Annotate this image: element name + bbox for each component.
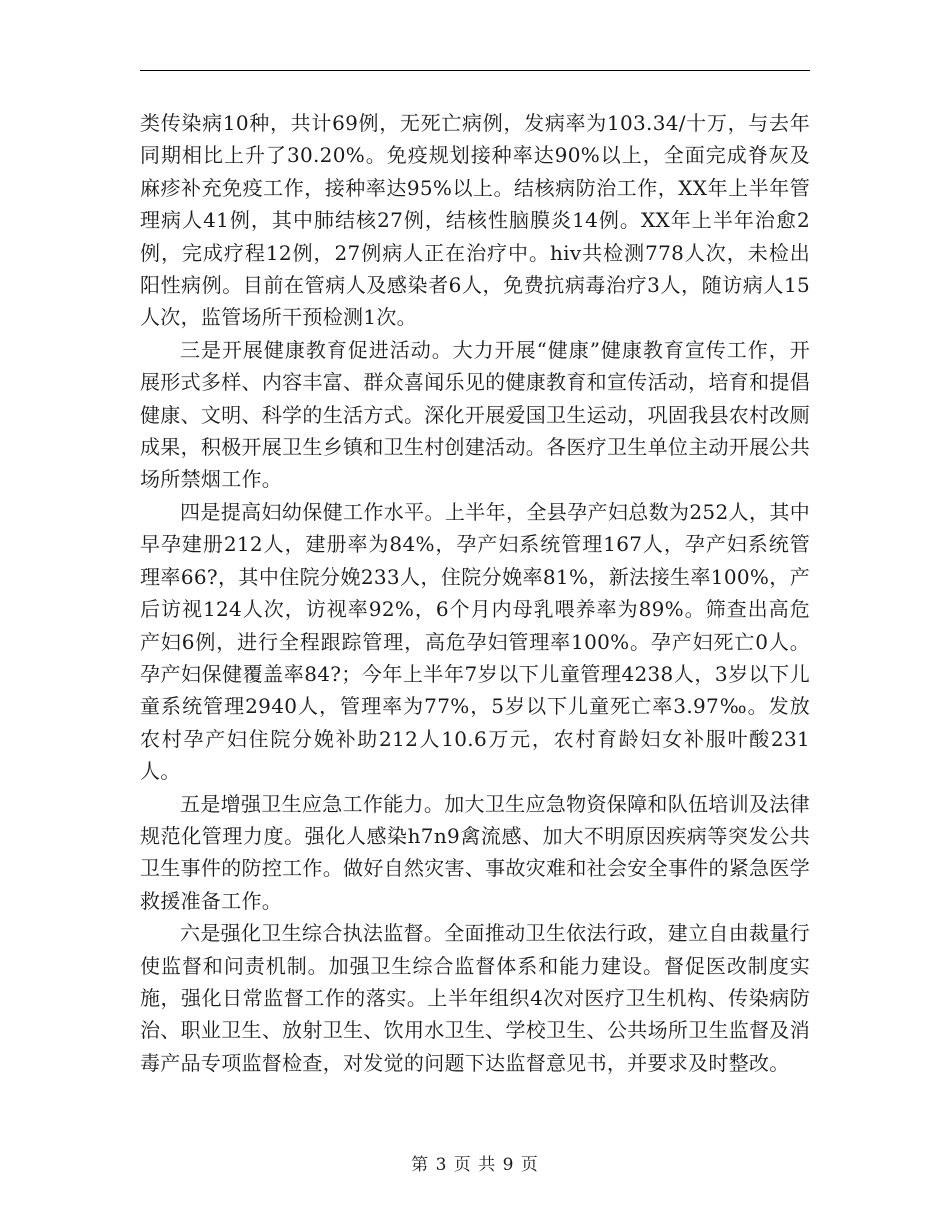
paragraph-law-enforcement: 六是强化卫生综合执法监督。全面推动卫生依法行政，建立自由裁量行使监督和问责机制。加强卫生综合监督体系和能力建设。督促医改制度实施，强化日常监督工作的落实。上半年组织4次对医疗卫生机构、传染病防治、职业卫生、放射卫生、饮用水卫生、学校卫生、公共场所卫生监督及消毒产品专项监督检查，对发觉的问题下达监督意见书，并要求及时整改。 xyxy=(140,921,810,1075)
paragraph-infectious-disease: 类传染病10种，共计69例，无死亡病例，发病率为103.34/十万，与去年同期相比上升了30.20%。免疫规划接种率达90%以上，全面完成脊灰及麻疹补充免疫工作，接种率达95%以上。结核病防治工作，XX年上半年管理病人41例，其中肺结核27例，结核性脑膜炎14例。XX年上半年治愈2例，完成疗程12例，27例病人正在治疗中。hiv共检测778人次，未检出阳性病例。目前在管病人及感染者6人，免费抗病毒治疗3人，随访病人15人次，监管场所干预检测1次。 xyxy=(140,111,810,330)
document-body xyxy=(140,107,810,1079)
paragraph-maternal-child-health: 四是提高妇幼保健工作水平。上半年，全县孕产妇总数为252人，其中早孕建册212人，建册率为84%，孕产妇系统管理167人，孕产妇系统管理率66?，其中住院分娩233人，住院分娩率81%，新法接生率100%，产后访视124人次，访视率92%，6个月内母乳喂养率为89%。筛查出高危产妇6例，进行全程跟踪管理，高危孕妇管理率100%。孕产妇死亡0人。孕产妇保健覆盖率84?；今年上半年7岁以下儿童管理4238人，3岁以下儿童系统管理2940人，管理率为77%，5岁以下儿童死亡率3.97‰。发放农村孕产妇住院分娩补助212人10.6万元，农村育龄妇女补服叶酸231人。 xyxy=(140,499,810,784)
paragraph-health-education: 三是开展健康教育促进活动。大力开展“健康”健康教育宣传工作，开展形式多样、内容丰富、群众喜闻乐见的健康教育和宣传活动，培育和提倡健康、文明、科学的生活方式。深化开展爱国卫生运动，巩固我县农村改厕成果，积极开展卫生乡镇和卫生村创建活动。各医疗卫生单位主动开展公共场所禁烟工作。 xyxy=(140,337,810,492)
header-rule xyxy=(140,70,810,71)
page-number-footer: 第 3 页 共 9 页 xyxy=(411,1155,539,1175)
paragraph-emergency-response: 五是增强卫生应急工作能力。加大卫生应急物资保障和队伍培训及法律规范化管理力度。强化人感染h7n9禽流感、加大不明原因疾病等突发公共卫生事件的防控工作。做好自然灾害、事故灾难和社会安全事件的紧急医学救援准备工作。 xyxy=(140,791,810,913)
